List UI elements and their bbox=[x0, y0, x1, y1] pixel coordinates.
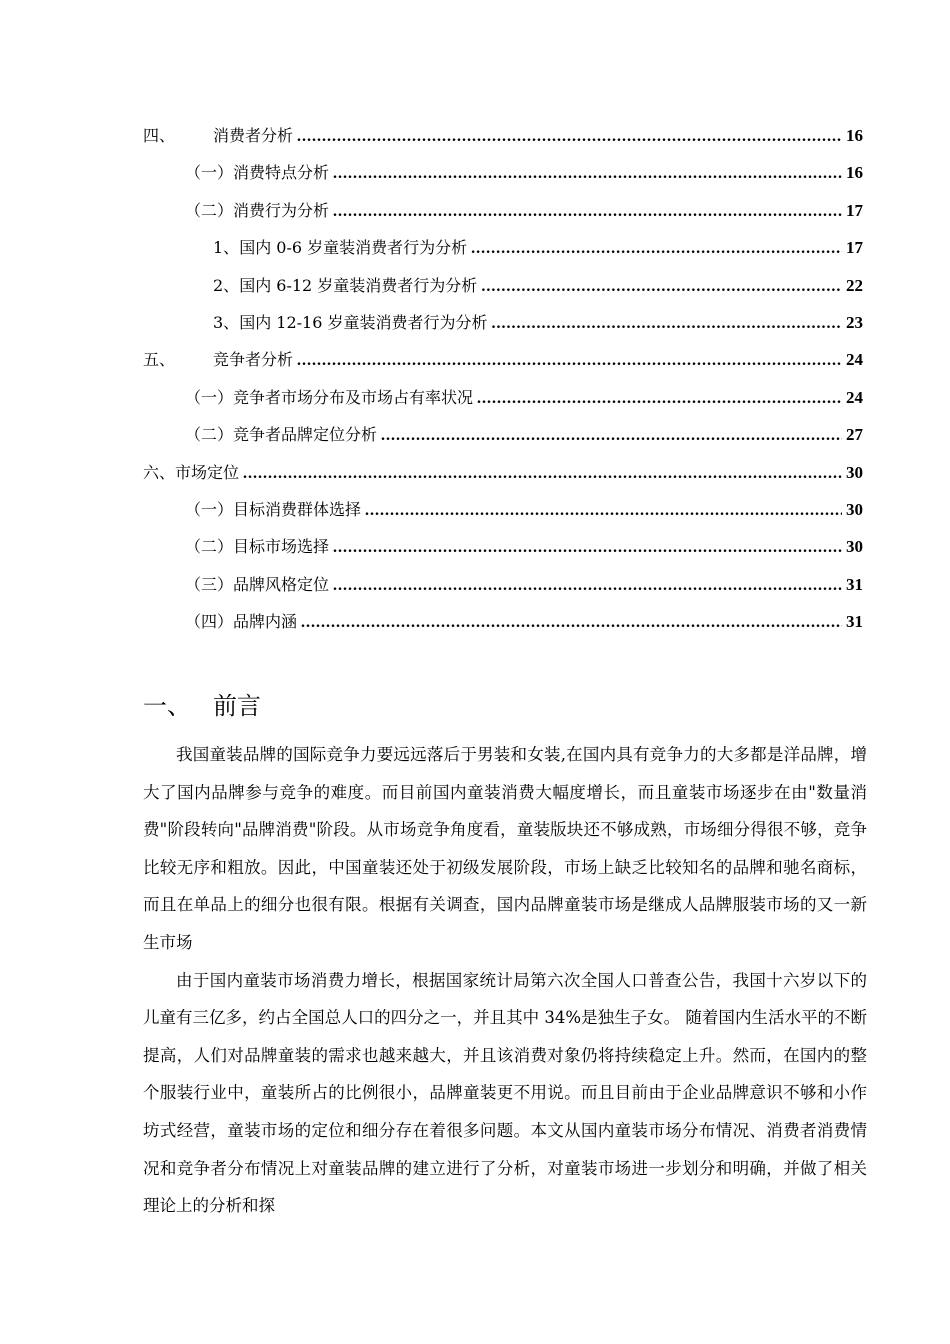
toc-entry-page: 30 bbox=[846, 537, 863, 557]
toc-entry-title: 国内 0-6 岁童装消费者行为分析 bbox=[239, 238, 468, 258]
table-of-contents bbox=[143, 117, 863, 640]
toc-dot-leader bbox=[297, 342, 842, 379]
toc-entry-title: 消费特点分析 bbox=[233, 163, 330, 183]
toc-dot-leader bbox=[492, 305, 843, 342]
toc-dot-leader bbox=[333, 529, 842, 566]
toc-dot-leader bbox=[333, 567, 842, 604]
toc-entry-title: 品牌内涵 bbox=[233, 612, 298, 632]
toc-entry-number: （一） bbox=[185, 499, 234, 519]
toc-dot-leader bbox=[297, 118, 842, 155]
toc-entry-number: （二） bbox=[185, 537, 234, 557]
toc-entry[interactable] bbox=[143, 491, 863, 528]
toc-entry-title: 消费者分析 bbox=[213, 126, 294, 145]
toc-entry-number: （一） bbox=[185, 387, 234, 407]
toc-entry[interactable] bbox=[143, 416, 863, 453]
toc-entry-number: （二） bbox=[185, 200, 234, 220]
toc-entry[interactable] bbox=[143, 267, 863, 304]
toc-entry-page: 16 bbox=[846, 126, 863, 145]
toc-dot-leader bbox=[243, 455, 842, 492]
toc-entry-page: 24 bbox=[846, 387, 863, 407]
toc-entry-title: 目标消费群体选择 bbox=[233, 499, 362, 519]
toc-entry[interactable] bbox=[143, 117, 863, 154]
toc-entry[interactable] bbox=[143, 379, 863, 416]
toc-entry-number: （二） bbox=[185, 425, 234, 445]
toc-dot-leader bbox=[477, 380, 842, 417]
body-paragraph: 我国童装品牌的国际竞争力要远远落后于男装和女装,在国内具有竞争力的大多都是洋品牌，增大了国内品牌参与竞争的难度。而目前国内童装消费大幅度增长，而且童装市场逐步在由"数量消费"阶段转向"品牌消费"阶段。从市场竞争角度看，童装版块还不够成熟，市场细分得很不够，竞争比较无序和粗放。因此，中国童装还处于初级发展阶段，市场上缺乏比较知名的品牌和驰名商标，而且在单品上的细分也很有限。根据有关调查，国内品牌童装市场是继成人品牌服装市场的又一新生市场 bbox=[143, 745, 867, 952]
toc-dot-leader bbox=[481, 268, 842, 305]
toc-entry-number: （四） bbox=[185, 612, 234, 632]
section-heading-number: 一、 bbox=[143, 692, 191, 720]
toc-entry[interactable] bbox=[143, 454, 863, 491]
toc-entry-title: 目标市场选择 bbox=[233, 537, 330, 557]
toc-entry[interactable] bbox=[143, 603, 863, 640]
toc-entry[interactable] bbox=[143, 192, 863, 229]
toc-entry-number: （一） bbox=[185, 163, 234, 183]
toc-entry-number: 3、 bbox=[213, 312, 240, 332]
toc-dot-leader bbox=[333, 155, 842, 192]
body-paragraph: 由于国内童装市场消费力增长，根据国家统计局第六次全国人口普查公告，我国十六岁以下的儿童有三亿多，约占全国总人口的四分之一，并且其中 34%是独生子女。 随着国内生活水平的不断提高，人们对品牌童装的需求也越来越大，并且该消费对象仍将持续稳定上升。然而，在国内的整个服装行业中，童装所占的比例很小，品牌童装更不用说。而且目前由于企业品牌意识不够和小作坊式经营，童装市场的定位和细分存在着很多问题。本文从国内童装市场分布情况、消费者消费情况和竞争者分布情况上对童装品牌的建立进行了分析，对童装市场进一步划分和明确，并做了相关理论上的分析和探 bbox=[143, 970, 867, 1216]
toc-entry[interactable] bbox=[143, 304, 863, 341]
toc-entry[interactable] bbox=[143, 154, 863, 191]
toc-entry-title: 国内 6-12 岁童装消费者行为分析 bbox=[239, 275, 478, 295]
toc-entry-page: 22 bbox=[846, 275, 863, 295]
toc-dot-leader bbox=[365, 492, 842, 529]
toc-entry[interactable] bbox=[143, 341, 863, 378]
toc-entry-number: （三） bbox=[185, 574, 234, 594]
toc-dot-leader bbox=[333, 193, 842, 230]
toc-entry-page: 17 bbox=[846, 200, 863, 220]
toc-entry-page: 31 bbox=[846, 612, 863, 632]
toc-entry-number: 1、 bbox=[213, 238, 240, 258]
section-heading bbox=[143, 688, 261, 724]
toc-entry[interactable] bbox=[143, 528, 863, 565]
toc-entry-page: 30 bbox=[846, 462, 863, 482]
toc-entry-number: 五、 bbox=[143, 350, 176, 370]
toc-entry-number: 四、 bbox=[143, 126, 176, 145]
toc-entry-title: 竞争者品牌定位分析 bbox=[233, 425, 378, 445]
toc-entry-title: 消费行为分析 bbox=[233, 200, 330, 220]
toc-entry-page: 30 bbox=[846, 499, 863, 519]
toc-entry-page: 16 bbox=[846, 163, 863, 183]
toc-entry-page: 27 bbox=[846, 425, 863, 445]
toc-entry-title: 竞争者市场分布及市场占有率状况 bbox=[233, 387, 474, 407]
toc-entry-number: 2、 bbox=[213, 275, 240, 295]
toc-dot-leader bbox=[471, 230, 842, 267]
toc-entry-page: 17 bbox=[846, 238, 863, 258]
toc-entry-title: 品牌风格定位 bbox=[233, 574, 330, 594]
toc-dot-leader bbox=[381, 417, 842, 454]
toc-entry-page: 31 bbox=[846, 574, 863, 594]
section-heading-title: 前言 bbox=[213, 692, 261, 720]
toc-entry-page: 23 bbox=[846, 312, 863, 332]
section-body bbox=[143, 736, 867, 1225]
toc-entry-page: 24 bbox=[846, 350, 863, 370]
toc-entry-title: 竞争者分析 bbox=[213, 350, 294, 370]
toc-entry-title: 市场定位 bbox=[175, 462, 240, 482]
toc-entry[interactable] bbox=[143, 229, 863, 266]
toc-entry-number: 六、 bbox=[143, 462, 176, 482]
toc-entry[interactable] bbox=[143, 566, 863, 603]
toc-entry-title: 国内 12-16 岁童装消费者行为分析 bbox=[239, 312, 488, 332]
toc-dot-leader bbox=[301, 604, 842, 641]
